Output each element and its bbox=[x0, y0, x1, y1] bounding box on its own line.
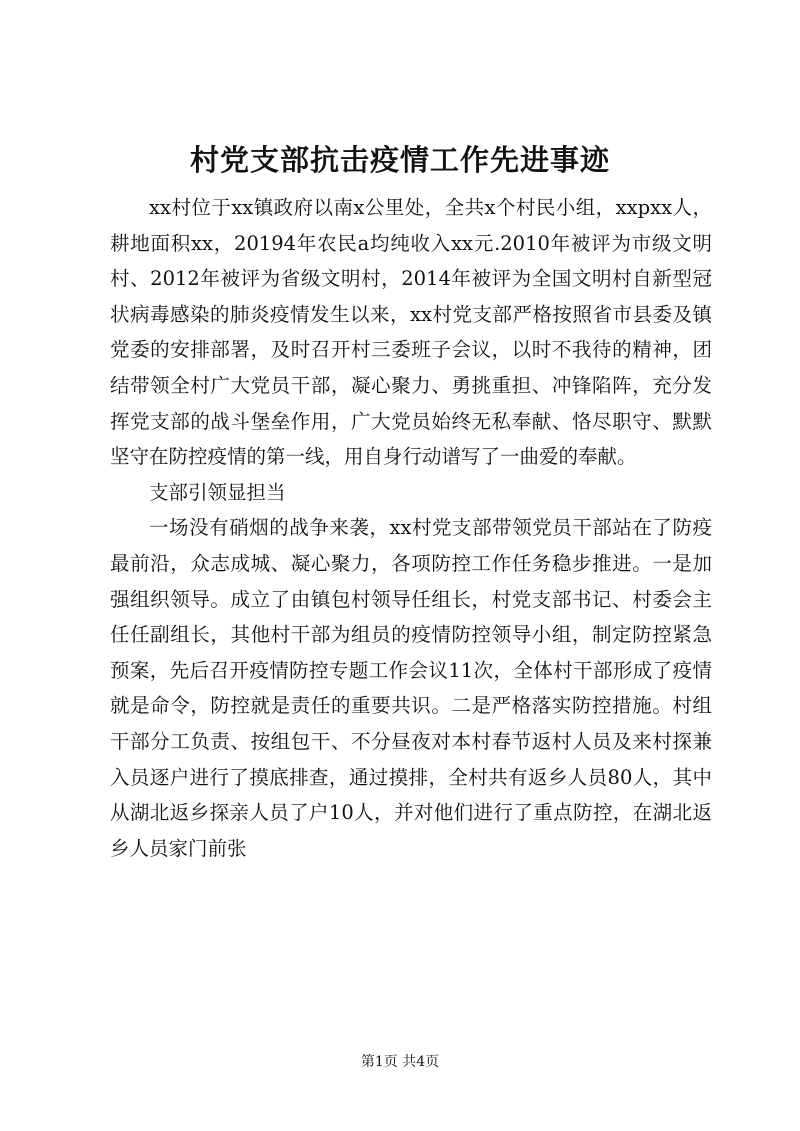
section-heading: 支部引领显担当 bbox=[149, 480, 286, 504]
intro-paragraph: xx村位于xx镇政府以南x公里处，全共x个村民小组，xxpxx人，耕地面积xx，20194年农民a均纯收入xx元.2010年被评为市级文明村、2012年被评为省级文明村，2014年被评为全国文明村自新型冠状病毒感染的肺炎疫情发生以来，xx村党支部严格按照省市县委及镇党委的安排部署，及时召开村三委班子会议，以时不我待的精神，团结带领全村广大党员干部，凝心聚力、勇挑重担、冲锋陷阵，充分发挥党支部的战斗堡垒作用，广大党员始终无私奉献、恪尽职守、默默坚守在防控疫情的第一线，用自身行动谱写了一曲爱的奉献。 bbox=[110, 196, 712, 469]
document-body bbox=[110, 190, 712, 866]
document-title: 村党支部抗击疫情工作先进事迹 bbox=[189, 143, 610, 177]
section-paragraph: 一场没有硝烟的战争来袭，xx村党支部带领党员干部站在了防疫最前沿，众志成城、凝心聚力，各项防控工作任务稳步推进。一是加强组织领导。成立了由镇包村领导任组长，村党支部书记、村委会主任任副组长，其他村干部为组员的疫情防控领导小组，制定防控紧急预案，先后召开疫情防控专题工作会议11次，全体村干部形成了疫情就是命令，防控就是责任的重要共识。二是严格落实防控措施。村组干部分工负责、按组包干、不分昼夜对本村春节返村人员及来村探兼入员逐户进行了摸底排查，通过摸排，全村共有返乡人员80人，其中从湖北返乡探亲人员了户10人，并对他们进行了重点防控，在湖北返乡人员家门前张 bbox=[110, 516, 712, 860]
page-footer: 第1页 共4页 bbox=[360, 1054, 440, 1070]
